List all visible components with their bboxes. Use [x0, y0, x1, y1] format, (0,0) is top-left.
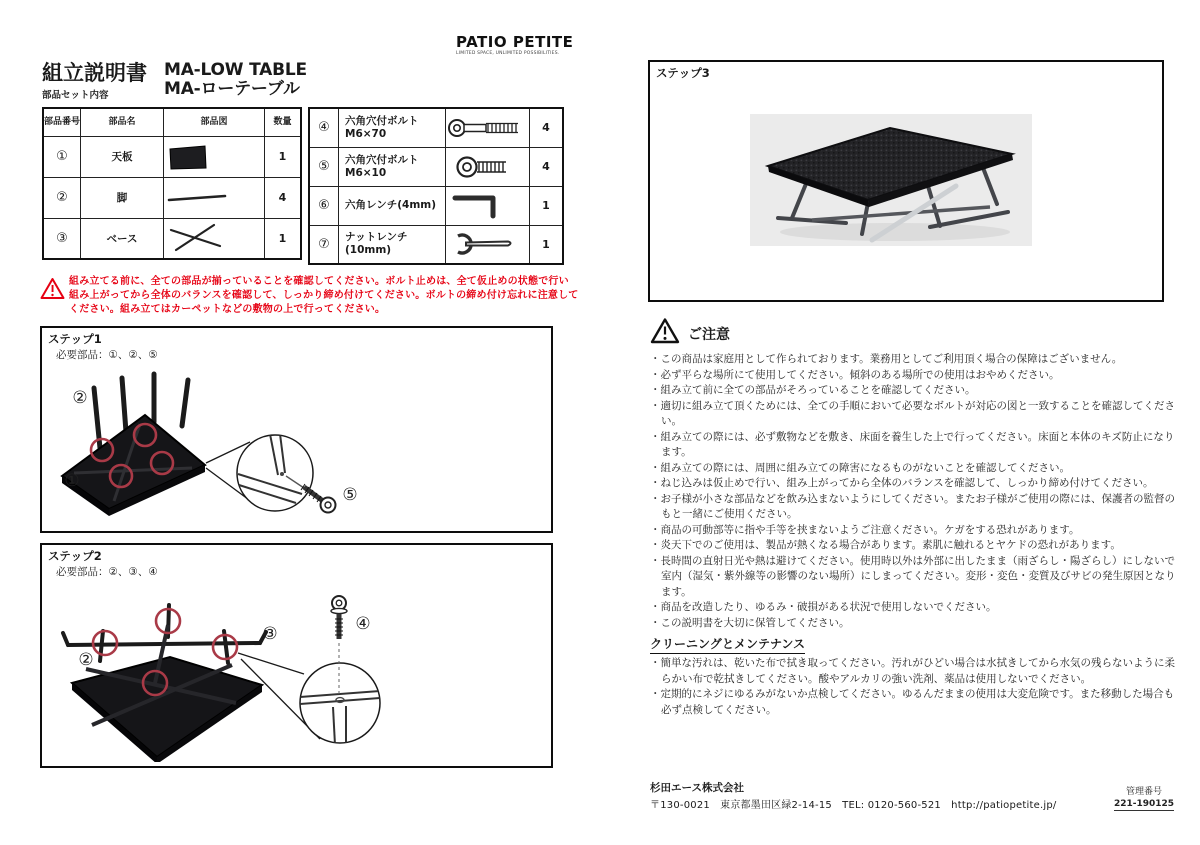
maintenance-item: ・定期的にネジにゆるみがないか点検してください。ゆるんだままの使用は大変危険です。また移動した場合も必ず点検してください。 [650, 688, 1175, 716]
maintenance-heading: クリーニングとメンテナンス [650, 635, 805, 654]
part-qty: 1 [530, 225, 564, 264]
caution-item: ・この商品は家庭用として作られております。業務用としてご利用頂く場合の保障はございません。 [650, 353, 1123, 365]
step2-callout-base: ③ [262, 624, 278, 644]
parts-table-left [42, 107, 302, 260]
part-name: 六角穴付ボルト M6×10 [339, 147, 446, 186]
part-name: 六角レンチ(4mm) [339, 186, 446, 225]
maintenance-list [650, 656, 1184, 718]
footer-address: 〒130-0021 東京都墨田区緑2-14-15 TEL: 0120-560-521 http://patiopetite.jp/ [650, 800, 1057, 811]
part-row-tabletop [43, 136, 301, 177]
col-part-no: 部品番号 [43, 108, 81, 136]
title-block [42, 62, 147, 101]
brand-logo [456, 35, 573, 56]
nut-wrench-icon [446, 225, 530, 264]
caution-item: ・商品の可動部等に指や手等を挟まないようご注意ください。ケガをする恐れがあります。 [650, 523, 1080, 536]
step1-box [40, 326, 553, 533]
step2-required-parts: 必要部品：②、③、④ [56, 566, 158, 578]
parts-table-right [308, 107, 564, 265]
part-name: ナットレンチ(10mm) [339, 225, 446, 264]
caution-item: ・適切に組み立て頂くためには、全ての手順において必要なボルトが対応の図と一致することを確認してください。 [650, 399, 1175, 427]
cross-bar-rear [812, 207, 990, 220]
caution-item: ・炎天下でのご使用は、製品が熱くなる場合があります。素肌に触れるとヤケドの恐れがあります。 [650, 539, 1121, 551]
part-row-bolt-long [309, 108, 563, 147]
brand-tagline: LIMITED SPACE, UNLIMITED POSSIBILITIES. [456, 51, 560, 56]
part-row-leg [43, 177, 301, 218]
part-name: 天板 [81, 136, 164, 177]
caution-heading: ご注意 [688, 327, 730, 343]
caution-item: ・必ず平らな場所にて使用してください。傾斜のある場所での使用はおやめください。 [650, 368, 1060, 381]
part-no: ⑥ [309, 186, 339, 225]
part-qty: 4 [530, 147, 564, 186]
part-qty: 4 [530, 108, 564, 147]
part-no: ③ [43, 218, 81, 259]
warning-line: 組み立てる前に、全ての部品が揃っていることを確認してください。ボルト止めは、全て仮止めの状態で行い [69, 276, 569, 287]
hex-wrench-icon [446, 186, 530, 225]
caution-triangle-icon [650, 317, 680, 344]
part-no: ① [43, 136, 81, 177]
step2-diagram [42, 573, 547, 762]
step2-callout-bolt: ④ [355, 614, 371, 634]
caution-item: ・商品を改造したり、ゆるみ・破損がある状況で使用しないでください。 [650, 601, 997, 613]
part-qty: 1 [265, 218, 302, 259]
col-part-figure: 部品図 [164, 108, 265, 136]
maintenance-heading-wrap [650, 633, 805, 654]
hex-bolt-m6x70-icon [446, 108, 530, 147]
part-qty: 1 [265, 136, 302, 177]
part-no: ⑤ [309, 147, 339, 186]
finished-table-photo [750, 114, 1032, 246]
footer-company: 杉田エース株式会社 [650, 782, 744, 794]
warning-line: 組み上がってから全体のバランスを確認して、しっかり締め付けてください。ボルトの締め付け忘れに注意して [69, 289, 579, 301]
doc-title: 組立説明書 [42, 61, 147, 85]
magnifier-circle [237, 435, 313, 511]
step1-label: ステップ1 [48, 332, 102, 346]
caution-item: ・組み立て前に全ての部品がそろっていることを確認してください。 [650, 384, 976, 396]
step2-box [40, 543, 553, 768]
caution-item: ・この説明書を大切に保管してください。 [650, 616, 850, 629]
part-name: ベース [81, 218, 164, 259]
caution-item: ・組み立ての際には、周囲に組み立ての障害になるものがないことを確認してください。 [650, 461, 1070, 474]
part-no: ② [43, 177, 81, 218]
caution-list [650, 352, 1184, 631]
tabletop-icon [164, 136, 265, 177]
product-name-ja: MA-ローテーブル [164, 79, 300, 99]
part-no: ⑦ [309, 225, 339, 264]
caution-item: ・お子様が小さな部品などを飲み込まないようにしてください。またお子様がご使用の際には、保護者の監督のもと一緒にご使用ください。 [650, 492, 1175, 520]
product-name [164, 61, 307, 99]
warning-triangle-icon [40, 277, 65, 300]
brand-name: PATIO PETITE [456, 33, 574, 51]
step1-callout-bolt: ⑤ [342, 485, 358, 505]
step1-required-parts: 必要部品：①、②、⑤ [56, 349, 158, 361]
col-qty: 数量 [265, 108, 302, 136]
doc-number-block [1112, 786, 1176, 811]
hex-bolt-m6x10-icon [446, 147, 530, 186]
part-row-bolt-short [309, 147, 563, 186]
part-qty: 4 [265, 177, 302, 218]
caution-item: ・組み立ての際には、必ず敷物などを敷き、床面を養生した上で行ってください。床面と本体のキズ防止になります。 [650, 430, 1175, 458]
part-row-nut-wrench [309, 225, 563, 264]
doc-number: 221-190125 [1113, 799, 1175, 809]
part-row-base [43, 218, 301, 259]
step1-diagram [42, 356, 547, 527]
part-name: 脚 [81, 177, 164, 218]
step1-callout-leg: ② [72, 388, 88, 408]
part-qty: 1 [530, 186, 564, 225]
caution-item: ・ねじ込みは仮止めで行い、組み上がってから全体のバランスを確認して、しっかり締め付けてください。 [650, 477, 1154, 489]
product-name-en: MA-LOW TABLE [164, 60, 307, 80]
part-row-hex-wrench [309, 186, 563, 225]
part-no: ④ [309, 108, 339, 147]
part-name: 六角穴付ボルト M6×70 [339, 108, 446, 147]
doc-number-label: 管理番号 [1125, 787, 1162, 797]
caution-item: ・長時間の直射日光や熱は避けてください。使用時以外は外部に出したまま（雨ざらし・陽ざらし）にしないで室内（湿気・紫外線等の影響のない場所）にしまってください。変形・変色・変質及びサビの発生原因となります。 [650, 554, 1176, 598]
step2-label: ステップ2 [48, 549, 102, 563]
leg-icon [164, 177, 265, 218]
base-icon [164, 218, 265, 259]
warning-line: ください。組み立てはカーペットなどの敷物の上で行ってください。 [69, 303, 386, 315]
step3-label: ステップ3 [656, 66, 710, 80]
maintenance-item: ・簡単な汚れは、乾いた布で拭き取ってください。汚れがひどい場合は水拭きしてから水気の残らないように柔らかい布で乾拭きしてください。酸やアルカリの強い洗剤、薬品は使用しないでください。 [650, 657, 1175, 685]
step1-callout-top: ① [64, 471, 80, 491]
doc-subtitle: 部品セット内容 [42, 90, 109, 101]
step2-callout-leg: ② [78, 650, 94, 670]
assembly-warning [69, 275, 579, 316]
col-part-name: 部品名 [81, 108, 164, 136]
step3-box [648, 60, 1164, 302]
